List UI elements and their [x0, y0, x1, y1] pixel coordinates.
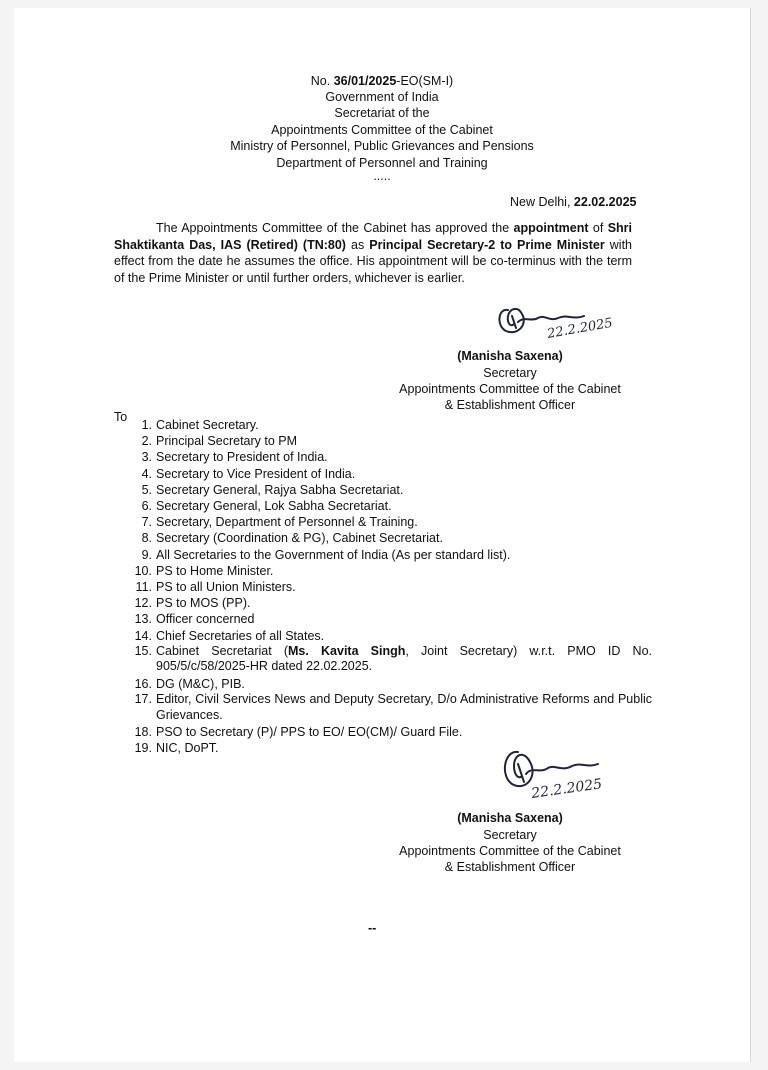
header-dots: .....	[373, 169, 391, 183]
body-text-3: as	[345, 237, 370, 252]
list-item-text: Editor, Civil Services News and Deputy Secretary, D/o Administrative Reforms and Public Grievances.	[156, 692, 652, 722]
dateline	[510, 194, 636, 210]
list-item-text: Secretary to Vice President of India.	[156, 466, 356, 481]
list-item	[132, 433, 652, 449]
signatory-designation-2: Secretary	[483, 828, 537, 842]
body-paragraph	[114, 220, 632, 286]
list-item-text: Secretary General, Rajya Sabha Secretariat.	[156, 482, 404, 497]
reference-number	[14, 73, 750, 89]
list-item-number: 11.	[135, 580, 152, 595]
handwritten-signature-1	[488, 296, 638, 344]
list-item-text: PSO to Secretary (P)/ PPS to EO/ EO(CM)/ Guard File.	[156, 725, 463, 740]
handwritten-signature-2	[492, 742, 652, 804]
signatory-name-1-text: (Manisha Saxena)	[457, 349, 563, 363]
list-item	[132, 466, 652, 482]
list-item	[132, 644, 652, 675]
list-item	[132, 611, 652, 627]
list-item-text: NIC, DoPT.	[156, 741, 219, 756]
list-item-text: All Secretaries to the Government of India (As per standard list).	[156, 547, 511, 562]
list-item-number: 2.	[141, 434, 152, 449]
header-committee: Appointments Committee of the Cabinet	[271, 123, 493, 137]
list-item	[132, 547, 652, 563]
list-item	[132, 595, 652, 611]
list-item-number: 7.	[141, 515, 152, 530]
signatory-role-1: & Establishment Officer	[444, 398, 576, 412]
list-item-text: Officer concerned	[156, 612, 255, 627]
body-bold-post: Principal Secretary-2 to Prime Minister	[369, 237, 605, 252]
list-item-text: PS to all Union Ministers.	[156, 580, 296, 595]
list-item-text: Cabinet Secretary.	[156, 418, 259, 432]
body-bold-appointment: appointment	[513, 221, 589, 235]
signatory-name-2-text: (Manisha Saxena)	[457, 811, 563, 825]
list-item-number: 13.	[134, 612, 152, 627]
list-item-number: 1.	[141, 418, 152, 432]
header-government: Government of India	[325, 90, 439, 104]
recipients-list	[132, 417, 652, 756]
list-item-number: 4.	[141, 466, 152, 481]
list-item-text: PS to Home Minister.	[156, 563, 274, 578]
dateline-place: New Delhi,	[510, 195, 574, 209]
list-item-text: Chief Secretaries of all States.	[156, 628, 325, 643]
document-page	[14, 8, 751, 1062]
list-item-number: 6.	[141, 499, 152, 514]
handwritten-date-1: 22.2.2025	[546, 315, 614, 342]
list-item-number: 14.	[134, 628, 152, 643]
list-item-text: Secretary General, Lok Sabha Secretariat.	[156, 499, 392, 514]
signatory-name-2	[360, 810, 660, 826]
signatory-office-1: Appointments Committee of the Cabinet	[399, 382, 621, 396]
list-item-number: 17.	[134, 692, 152, 707]
list-item-number: 5.	[141, 482, 152, 497]
list-item-text: Secretary to President of India.	[156, 450, 328, 465]
list-item-bold-name: Ms. Kavita Singh	[288, 643, 406, 658]
ref-prefix: No.	[310, 74, 334, 88]
list-item	[132, 579, 652, 595]
body-bold-appointee: Shri Shaktikanta Das, IAS (Retired) (TN:80)	[114, 221, 632, 252]
list-item	[132, 692, 652, 723]
list-item-text: Cabinet Secretariat (	[156, 643, 289, 658]
ref-suffix: -EO(SM-I)	[396, 74, 454, 88]
list-item-number: 16.	[134, 676, 152, 691]
list-item-number: 12.	[134, 596, 152, 611]
list-item-text: PS to MOS (PP).	[156, 596, 251, 611]
header-ministry: Ministry of Personnel, Public Grievances and Pensions	[230, 139, 534, 153]
list-item-text: , Joint Secretary) w.r.t. PMO ID No. 905/5/c/58/2025-HR dated 22.02.2025.	[156, 643, 652, 674]
list-item	[132, 449, 652, 465]
signatory-office-2: Appointments Committee of the Cabinet	[399, 844, 621, 858]
list-item	[132, 676, 652, 692]
list-item	[132, 724, 652, 740]
list-item-number: 9.	[141, 547, 152, 562]
list-item-text: DG (M&C), PIB.	[156, 676, 245, 691]
dateline-date: 22.02.2025	[573, 195, 637, 209]
ref-number-bold: 36/01/2025	[333, 74, 397, 88]
list-item-text: Principal Secretary to PM	[156, 434, 298, 449]
list-item-number: 10.	[134, 563, 152, 578]
header-secretariat: Secretariat of the	[334, 106, 430, 120]
body-text-1: The Appointments Committee of the Cabinet has approved the	[156, 221, 514, 235]
list-item	[132, 514, 652, 530]
list-item-number: 18.	[134, 725, 152, 740]
list-item	[132, 417, 652, 433]
list-item	[132, 482, 652, 498]
list-item	[132, 628, 652, 644]
to-label: To	[114, 410, 128, 424]
signatory-name-1	[360, 348, 660, 364]
handwritten-date-2: 22.2.2025	[530, 776, 604, 802]
body-text-4: with effect from the date he assumes the office. His appointment will be co-terminus with the term of the Prime Minister or until further orders, whichever is earlier.	[114, 237, 632, 285]
list-item-number: 3.	[141, 450, 152, 465]
list-item-text: Secretary, Department of Personnel & Training.	[156, 515, 418, 530]
body-text-2: of	[588, 221, 608, 235]
list-item-number: 8.	[141, 531, 152, 546]
list-item	[132, 498, 652, 514]
list-item	[132, 563, 652, 579]
signatory-designation-1: Secretary	[483, 366, 537, 380]
list-item-text: Secretary (Coordination & PG), Cabinet Secretariat.	[156, 531, 443, 546]
list-item	[132, 530, 652, 546]
list-item-number: 19.	[134, 741, 152, 756]
signatory-role-2: & Establishment Officer	[444, 860, 576, 874]
header-department: Department of Personnel and Training	[276, 156, 488, 170]
list-item-number: 15.	[134, 643, 152, 658]
footer-mark: --	[368, 921, 377, 935]
